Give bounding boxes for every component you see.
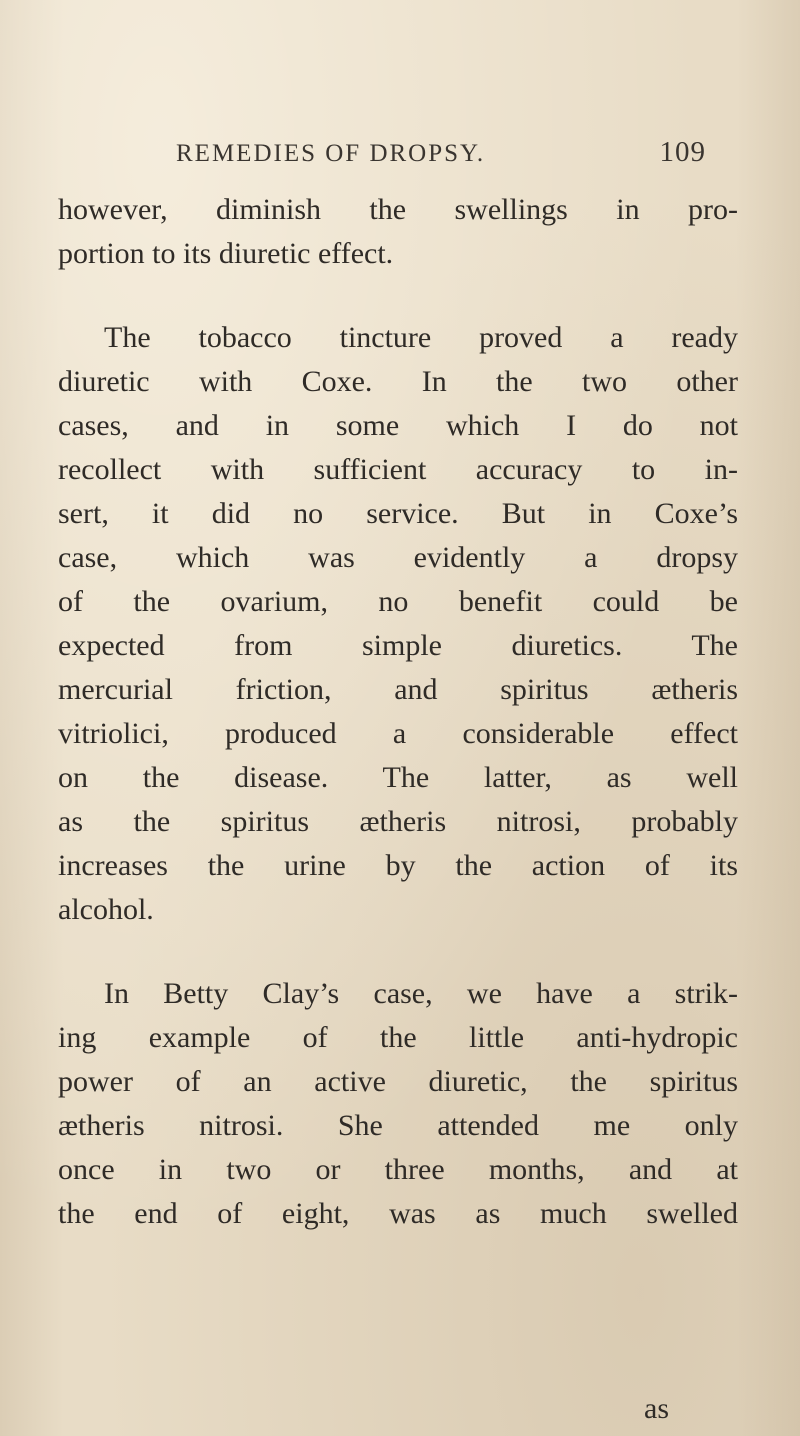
text-line: as the spiritus ætheris nitrosi, probably bbox=[58, 805, 738, 838]
text-line: mercurial friction, and spiritus ætheris bbox=[58, 673, 738, 706]
text-line: power of an active diuretic, the spiritus bbox=[58, 1065, 738, 1098]
text-line: recollect with sufficient accuracy to in- bbox=[58, 453, 738, 486]
text-line: vitriolici, produced a considerable effect bbox=[58, 717, 738, 750]
catchword: as bbox=[644, 1392, 669, 1425]
paragraph-tobacco bbox=[58, 316, 738, 932]
text-line: sert, it did no service. But in Coxe’s bbox=[58, 497, 738, 530]
text-line: ætheris nitrosi. She attended me only bbox=[58, 1109, 738, 1142]
text-line: on the disease. The latter, as well bbox=[58, 761, 738, 794]
paragraph-betty-clay bbox=[58, 972, 738, 1236]
text-line: the end of eight, was as much swelled bbox=[58, 1197, 738, 1230]
text-line: case, which was evidently a dropsy bbox=[58, 541, 738, 574]
body-text bbox=[58, 188, 738, 1236]
text-line: of the ovarium, no benefit could be bbox=[58, 585, 738, 618]
text-line: diuretic with Coxe. In the two other bbox=[58, 365, 738, 398]
text-line: In Betty Clay’s case, we have a strik- bbox=[104, 977, 738, 1010]
text-line: alcohol. bbox=[58, 893, 154, 926]
text-line: ing example of the little anti-hydropic bbox=[58, 1021, 738, 1054]
paragraph-gap bbox=[58, 932, 738, 972]
text-line: cases, and in some which I do not bbox=[58, 409, 738, 442]
text-line: once in two or three months, and at bbox=[58, 1153, 738, 1186]
text-line: portion to its diuretic effect. bbox=[58, 237, 394, 270]
text-line: increases the urine by the action of its bbox=[58, 849, 738, 882]
paragraph-continuation bbox=[58, 188, 738, 276]
paragraph-gap bbox=[58, 276, 738, 316]
text-line: The tobacco tincture proved a ready bbox=[104, 321, 738, 354]
text-line: expected from simple diuretics. The bbox=[58, 629, 738, 662]
running-title: REMEDIES OF DROPSY. bbox=[176, 140, 486, 167]
page-number: 109 bbox=[659, 136, 706, 168]
running-head bbox=[176, 136, 706, 176]
text-line: however, diminish the swellings in pro- bbox=[58, 193, 738, 226]
